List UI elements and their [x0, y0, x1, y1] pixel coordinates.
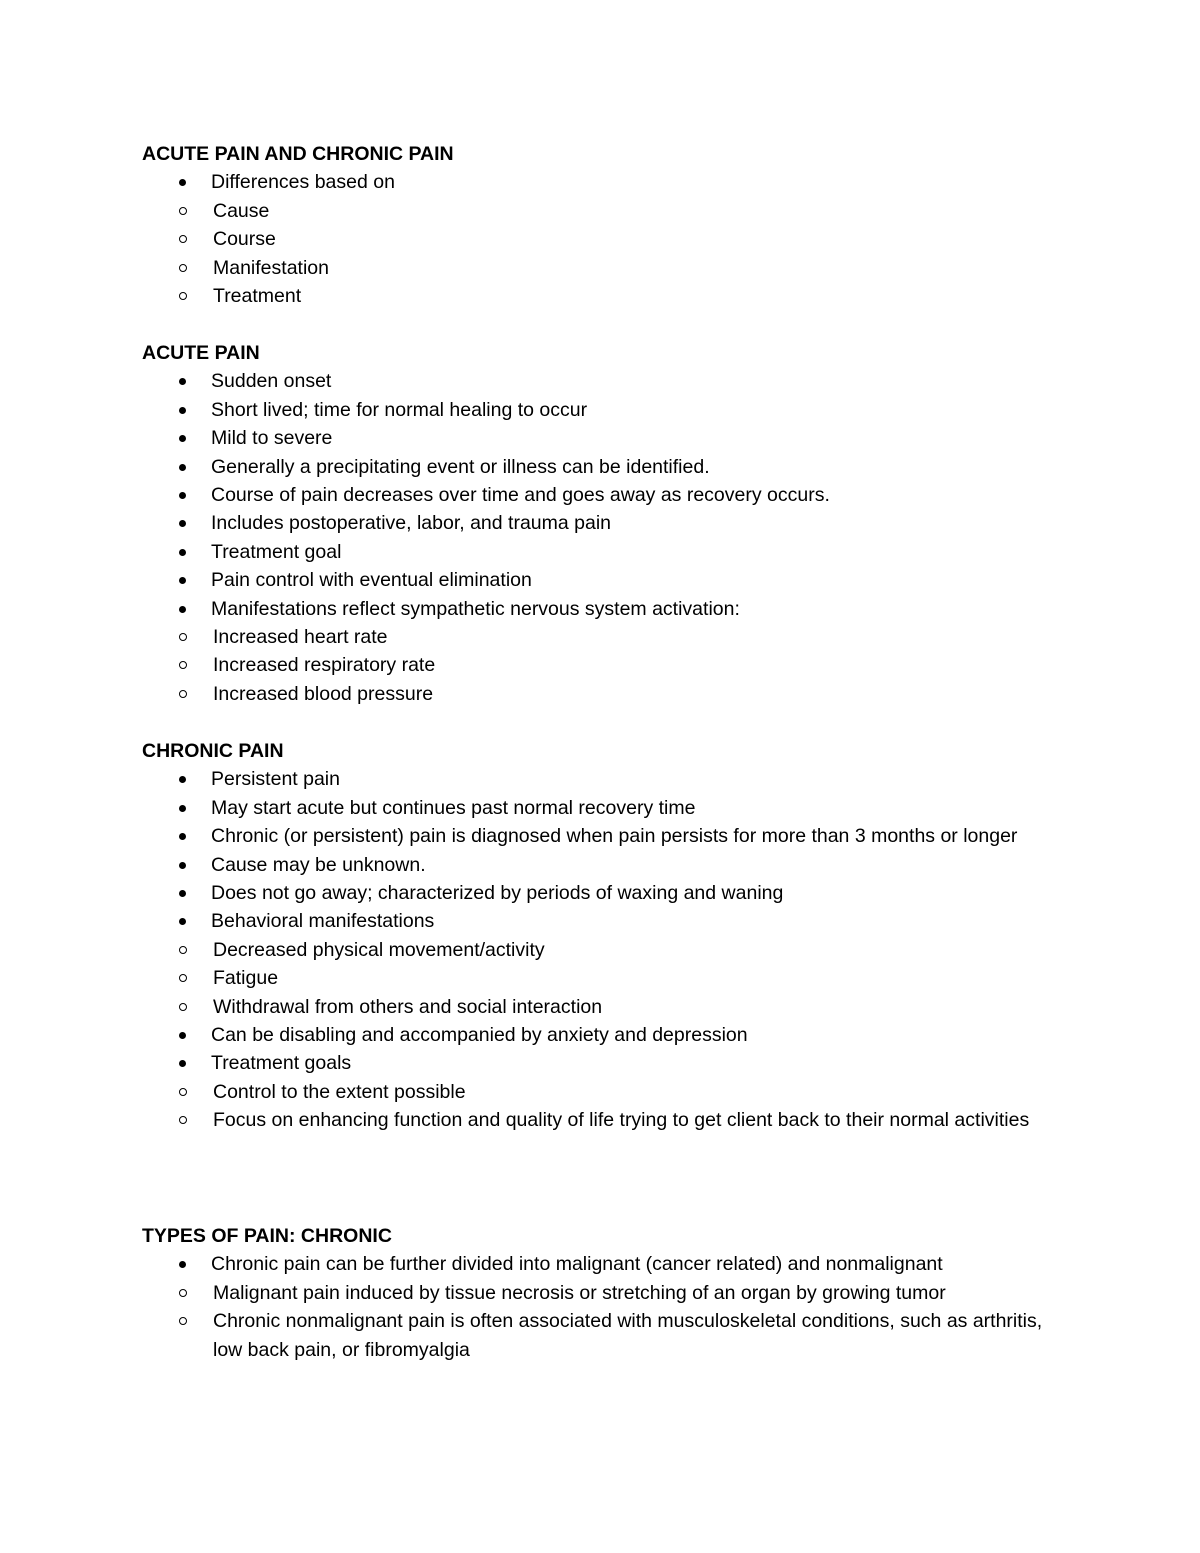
list-item: Pain control with eventual elimination	[142, 566, 1062, 594]
bullet-list	[142, 1250, 1062, 1364]
bullet-icon	[179, 918, 186, 925]
list-item: Sudden onset	[142, 367, 1062, 395]
sub-list-item: Increased respiratory rate	[213, 651, 1062, 679]
bullet-icon	[179, 890, 186, 897]
sub-list-item: Cause	[213, 197, 1062, 225]
list-item: Behavioral manifestations Decreased physical movement/activity Fatigue Withdrawal from others and social interaction	[142, 907, 1062, 1021]
list-item: Chronic pain can be further divided into malignant (cancer related) and nonmalignant Malignant pain induced by tissue necrosis or stretching of an organ by growing tumor Chronic nonmalignant pain is often associated with musculoskeletal conditions, such as arthritis, low back pain, or fibromyalgia	[142, 1250, 1062, 1364]
sub-list-item: Control to the extent possible	[213, 1078, 1062, 1106]
sub-list	[142, 1279, 1062, 1364]
list-item: Treatment goal	[142, 538, 1062, 566]
hollow-bullet-icon	[179, 1317, 187, 1325]
section-types-of-pain-chronic	[142, 1222, 1062, 1364]
hollow-bullet-icon	[179, 1289, 187, 1297]
bullet-icon	[179, 179, 186, 186]
section-heading: ACUTE PAIN AND CHRONIC PAIN	[142, 143, 454, 165]
section-heading: TYPES OF PAIN: CHRONIC	[142, 1225, 392, 1247]
bullet-icon	[179, 378, 186, 385]
sub-list-item: Malignant pain induced by tissue necrosis or stretching of an organ by growing tumor	[213, 1279, 1062, 1307]
bullet-icon	[179, 805, 186, 812]
bullet-icon	[179, 549, 186, 556]
hollow-bullet-icon	[179, 661, 187, 669]
sub-list-item: Decreased physical movement/activity	[213, 936, 1062, 964]
sub-list	[142, 623, 1062, 708]
bullet-icon	[179, 1032, 186, 1039]
bullet-icon	[179, 464, 186, 471]
sub-list-item: Increased blood pressure	[213, 680, 1062, 708]
hollow-bullet-icon	[179, 1116, 187, 1124]
bullet-icon	[179, 407, 186, 414]
list-item: Manifestations reflect sympathetic nervous system activation: Increased heart rate Increased respiratory rate Increased blood pressure	[142, 595, 1062, 709]
bullet-icon	[179, 606, 186, 613]
sub-list-item: Fatigue	[213, 964, 1062, 992]
sub-list-item: Chronic nonmalignant pain is often associated with musculoskeletal conditions, such as arthritis, low back pain, or fibromyalgia	[213, 1307, 1062, 1364]
bullet-icon	[179, 1261, 186, 1268]
list-item: Differences based on Cause Course Manifestation Treatment	[142, 168, 1062, 310]
sub-list-item: Focus on enhancing function and quality of life trying to get client back to their normal activities	[213, 1106, 1062, 1134]
section-acute-and-chronic	[142, 140, 1062, 310]
bullet-icon	[179, 1060, 186, 1067]
sub-list-item: Manifestation	[213, 254, 1062, 282]
bullet-list	[142, 367, 1062, 708]
bullet-icon	[179, 862, 186, 869]
bullet-list	[142, 765, 1062, 1134]
list-item: Includes postoperative, labor, and trauma pain	[142, 509, 1062, 537]
bullet-icon	[179, 577, 186, 584]
list-item: Does not go away; characterized by periods of waxing and waning	[142, 879, 1062, 907]
bullet-icon	[179, 833, 186, 840]
bullet-list	[142, 168, 1062, 310]
sub-list	[142, 936, 1062, 1021]
bullet-icon	[179, 776, 186, 783]
section-acute-pain	[142, 339, 1062, 708]
list-item: Cause may be unknown.	[142, 851, 1062, 879]
hollow-bullet-icon	[179, 292, 187, 300]
section-chronic-pain	[142, 737, 1062, 1135]
hollow-bullet-icon	[179, 946, 187, 954]
list-item: May start acute but continues past normal recovery time	[142, 794, 1062, 822]
bullet-icon	[179, 520, 186, 527]
list-item: Short lived; time for normal healing to occur	[142, 396, 1062, 424]
section-heading: CHRONIC PAIN	[142, 740, 284, 762]
list-item: Chronic (or persistent) pain is diagnosed when pain persists for more than 3 months or longer	[142, 822, 1062, 850]
hollow-bullet-icon	[179, 974, 187, 982]
sub-list	[142, 1078, 1062, 1135]
list-item: Course of pain decreases over time and goes away as recovery occurs.	[142, 481, 1062, 509]
list-item: Treatment goals Control to the extent possible Focus on enhancing function and quality of life trying to get client back to their normal activities	[142, 1049, 1062, 1134]
hollow-bullet-icon	[179, 690, 187, 698]
bullet-icon	[179, 492, 186, 499]
hollow-bullet-icon	[179, 1003, 187, 1011]
list-item: Persistent pain	[142, 765, 1062, 793]
section-heading: ACUTE PAIN	[142, 342, 260, 364]
bullet-icon	[179, 435, 186, 442]
hollow-bullet-icon	[179, 633, 187, 641]
list-item: Can be disabling and accompanied by anxiety and depression	[142, 1021, 1062, 1049]
hollow-bullet-icon	[179, 1088, 187, 1096]
sub-list-item: Withdrawal from others and social interaction	[213, 993, 1062, 1021]
sub-list-item: Treatment	[213, 282, 1062, 310]
list-item: Mild to severe	[142, 424, 1062, 452]
hollow-bullet-icon	[179, 207, 187, 215]
hollow-bullet-icon	[179, 264, 187, 272]
sub-list-item: Increased heart rate	[213, 623, 1062, 651]
hollow-bullet-icon	[179, 235, 187, 243]
list-item: Generally a precipitating event or illness can be identified.	[142, 453, 1062, 481]
sub-list	[142, 197, 1062, 311]
sub-list-item: Course	[213, 225, 1062, 253]
